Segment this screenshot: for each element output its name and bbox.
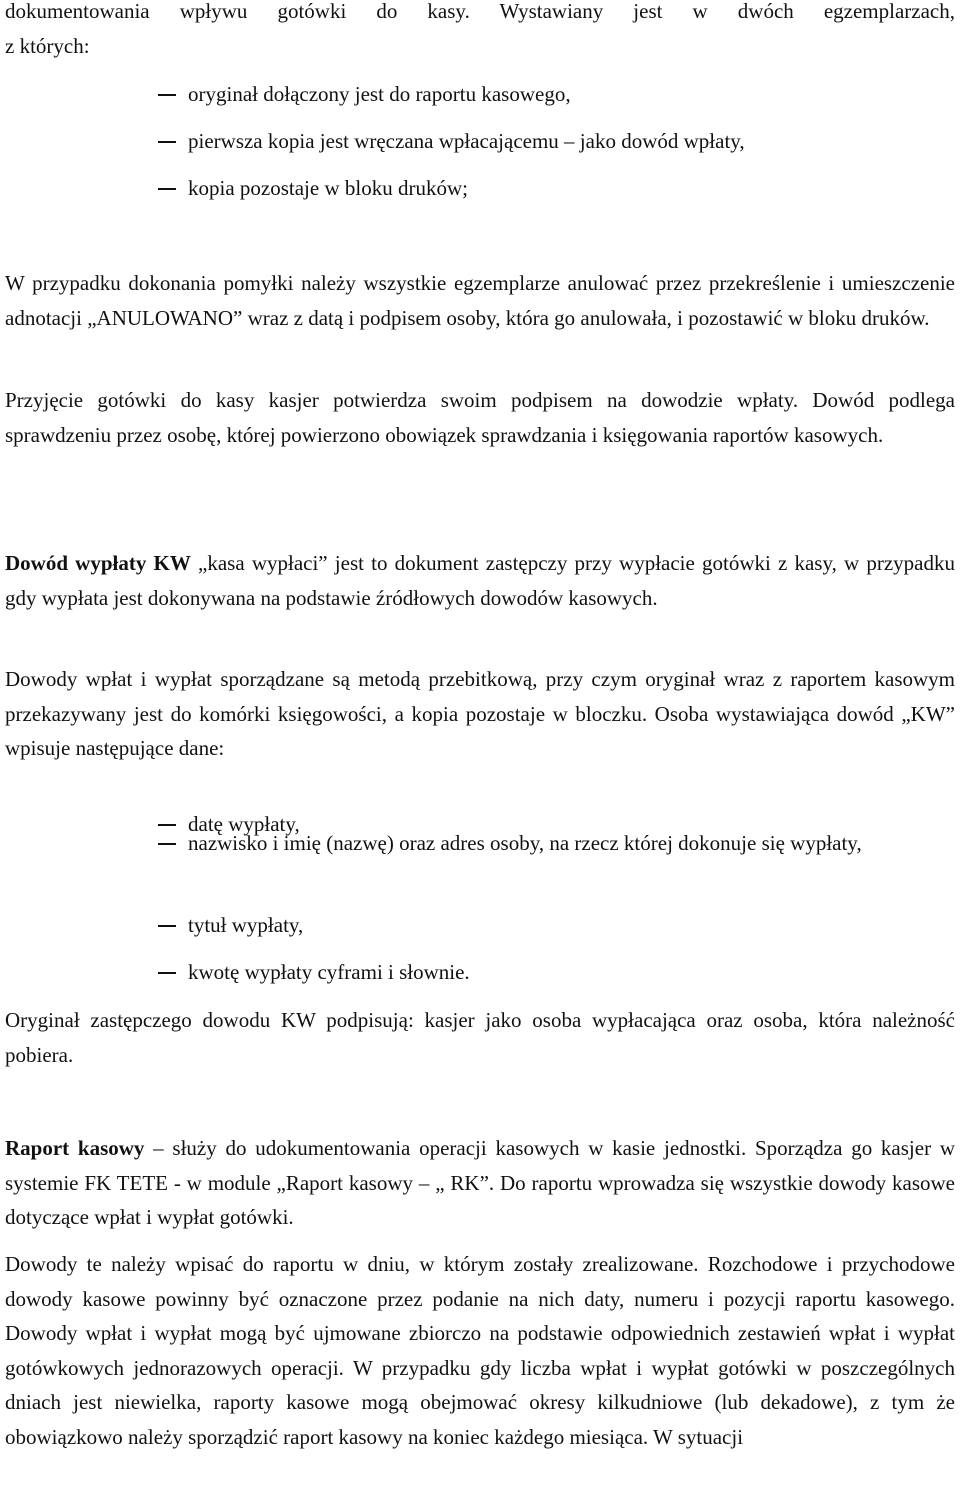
term-kw: Dowód wypłaty KW [5, 551, 191, 575]
paragraph-rk-rules: Dowody te należy wpisać do raportu w dniu, w którym zostały zrealizowane. Rozchodowe i przychodowe dowody kasowe powinny być oznaczone przez podanie na nich daty, numeru i pozycji raportu kasowego. Dowody wpłat i wypłat mogą być ujmowane zbiorczo na podstawie odpowiednich zestawień wpłat i wypłat gotówkowych jednorazowych operacji. W przypadku gdy liczba wpłat i wypłat gotówki w poszczególnych dniach jest niewielka, raporty kasowe mogą obejmować okresy kilkudniowe (lub dekadowe), z tym że obowiązkowo należy sporządzić raport kasowy na koniec każdego miesiąca. W sytuacji [5, 1252, 955, 1449]
list-item [158, 77, 958, 112]
list-item-text: nazwisko i imię (nazwę) oraz adres osoby, na rzecz której dokonuje się wypłaty, [188, 831, 862, 855]
list-item-text: kwotę wypłaty cyframi i słownie. [188, 960, 470, 984]
list-item-text: datę wypłaty, [188, 812, 300, 836]
list-item-text: pierwsza kopia jest wręczana wpłacającemu – jako dowód wpłaty, [188, 129, 745, 153]
intro-line-1: dokumentowania wpływu gotówki do kasy. Wystawiany jest w dwóch egzemplarzach, [5, 0, 955, 23]
term-raport-kasowy: Raport kasowy [5, 1136, 145, 1160]
paragraph-cash-acceptance: Przyjęcie gotówki do kasy kasjer potwierdza swoim podpisem na dowodzie wpłaty. Dowód podlega sprawdzeniu przez osobę, której powierzono obowiązek sprawdzania i księgowania raportów kasowych. [5, 388, 955, 447]
paragraph-error-correction: W przypadku dokonania pomyłki należy wszystkie egzemplarze anulować przez przekreślenie i umieszczenie adnotacji „ANULOWANO” wraz z datą i podpisem osoby, która go anulowała, i pozostawić w bloku druków. [5, 271, 955, 330]
intro-line-2: z których: [5, 34, 90, 58]
paragraph-kw-method: Dowody wpłat i wypłat sporządzane są metodą przebitkową, przy czym oryginał wraz z raportem kasowym przekazywany jest do komórki księgowości, a kopia pozostaje w bloczku. Osoba wystawiająca dowód „KW” wpisuje następujące dane: [5, 667, 955, 760]
kw-definition-text: „kasa wypłaci” jest to dokument zastępczy przy wypłacie gotówki z kasy, w przypadku gdy wypłata jest dokonywana na podstawie źródłowych dowodów kasowych. [5, 551, 955, 610]
rk-definition-text: – służy do udokumentowania operacji kasowych w kasie jednostki. Sporządza go kasjer w systemie FK TETE - w module „Raport kasowy – „ RK”. Do raportu wprowadza się wszystkie dowody kasowe dotyczące wpłat i wypłat gotówki. [5, 1136, 955, 1229]
list-item [158, 908, 958, 943]
list-item [158, 124, 958, 159]
list-item-text: tytuł wypłaty, [188, 913, 304, 937]
paragraph-rk-definition [5, 1131, 955, 1235]
list-item [158, 171, 958, 206]
list-item-text: kopia pozostaje w bloku druków; [188, 176, 468, 200]
paragraph-kw-definition [5, 546, 955, 615]
paragraph-kw-signature: Oryginał zastępczego dowodu KW podpisują: kasjer jako osoba wypłacająca oraz osoba, która należność pobiera. [5, 1008, 955, 1067]
list-item [158, 955, 958, 990]
list-item [158, 826, 958, 861]
list-item-text: oryginał dołączony jest do raportu kasowego, [188, 82, 571, 106]
